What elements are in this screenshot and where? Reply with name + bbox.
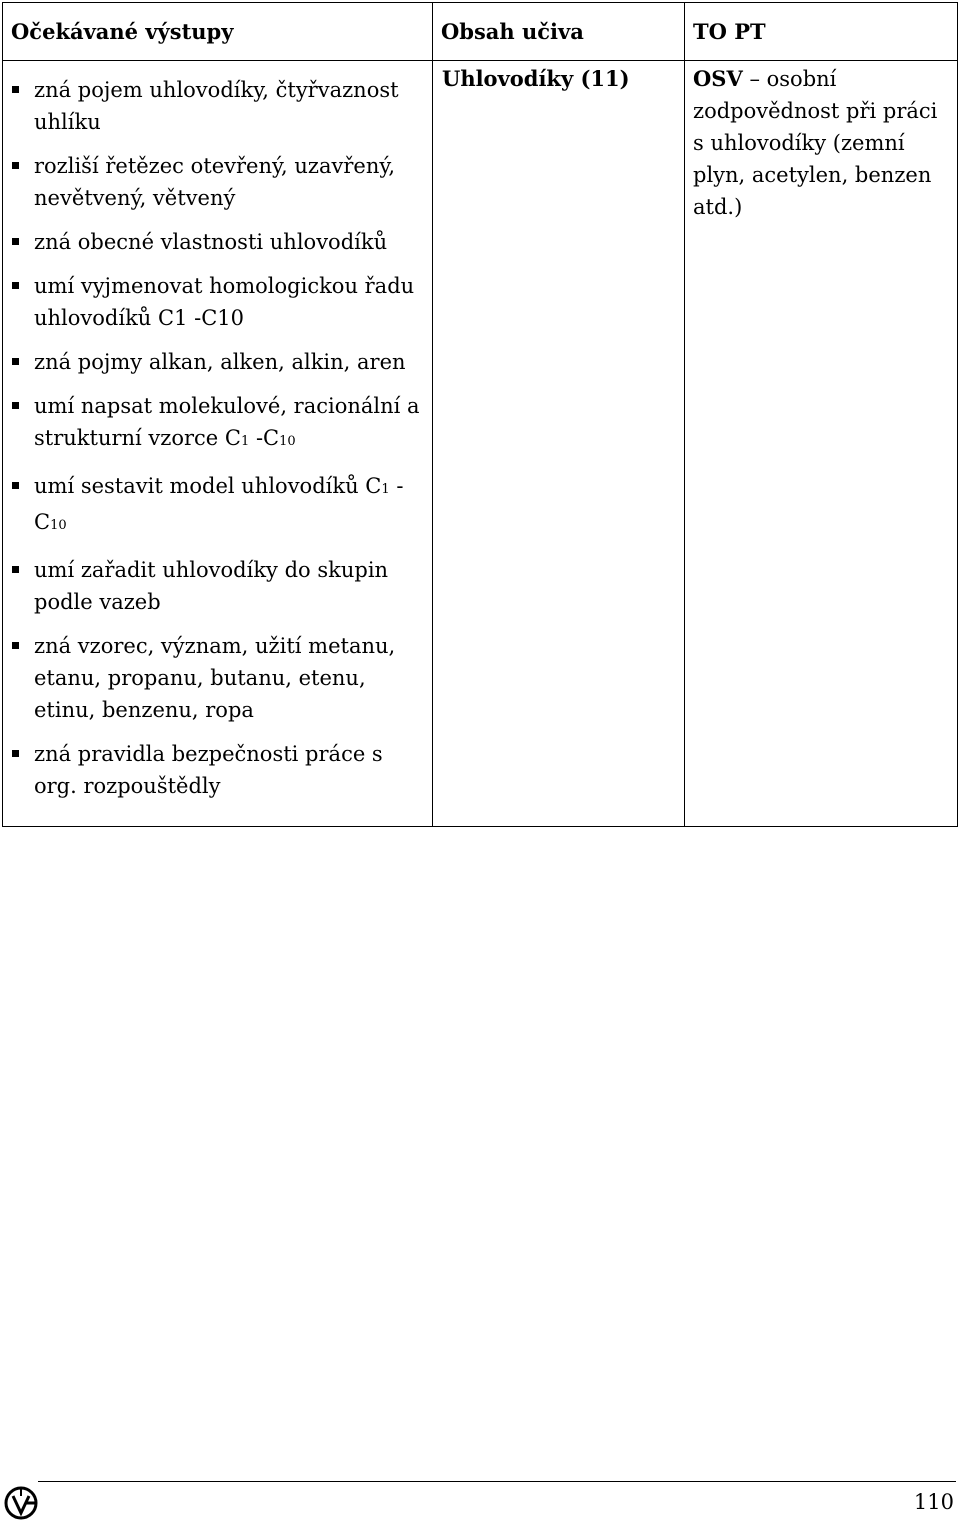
square-bullet-icon bbox=[12, 282, 19, 289]
header-row bbox=[3, 3, 958, 61]
footer-divider bbox=[38, 1481, 956, 1482]
square-bullet-icon bbox=[12, 750, 19, 757]
formula-separator: - bbox=[389, 474, 404, 498]
outcome-text: umí napsat molekulové, racionální a strukturní vzorce bbox=[34, 394, 420, 450]
list-item bbox=[11, 270, 428, 334]
outcome-text: rozliší řetězec otevřený, uzavřený, nevětvený, větvený bbox=[34, 154, 396, 210]
curriculum-table bbox=[2, 2, 958, 827]
square-bullet-icon bbox=[12, 482, 19, 489]
formula-subscript: 1 bbox=[381, 482, 390, 497]
formula-c: C bbox=[263, 426, 280, 450]
formula-subscript: 10 bbox=[279, 434, 296, 449]
body-row bbox=[3, 61, 958, 827]
formula-c: C bbox=[34, 510, 51, 534]
list-item bbox=[11, 390, 428, 458]
outcome-text: zná obecné vlastnosti uhlovodíků bbox=[34, 230, 388, 254]
content-cell bbox=[433, 61, 685, 827]
outcome-text: umí zařadit uhlovodíky do skupin podle vazeb bbox=[34, 558, 389, 614]
topic-text: osobní zodpovědnost při práci s uhlovodíky (zemní plyn, acetylen, benzen atd.) bbox=[693, 67, 938, 219]
list-item bbox=[11, 470, 428, 542]
square-bullet-icon bbox=[12, 162, 19, 169]
list-item bbox=[11, 226, 428, 258]
outcome-text: zná pojem uhlovodíky, čtyřvaznost uhlíku bbox=[34, 78, 399, 134]
topic-dash: – bbox=[742, 67, 767, 91]
list-item bbox=[11, 738, 428, 802]
square-bullet-icon bbox=[12, 238, 19, 245]
formula-separator: - bbox=[249, 426, 264, 450]
page-number: 110 bbox=[913, 1490, 954, 1514]
outcomes-list bbox=[11, 74, 428, 802]
square-bullet-icon bbox=[12, 358, 19, 365]
square-bullet-icon bbox=[12, 402, 19, 409]
school-logo-icon bbox=[2, 1484, 40, 1522]
list-item bbox=[11, 74, 428, 138]
square-bullet-icon bbox=[12, 642, 19, 649]
list-item bbox=[11, 630, 428, 726]
formula-c: C bbox=[365, 474, 382, 498]
formula-subscript: 1 bbox=[240, 434, 250, 449]
topic-abbreviation: OSV bbox=[693, 66, 743, 91]
outcome-text: zná vzorec, význam, užití metanu, etanu, propanu, butanu, etenu, etinu, benzenu, ropa bbox=[34, 634, 396, 722]
outcome-text: umí vyjmenovat homologickou řadu uhlovodíků C1 -C10 bbox=[34, 274, 415, 330]
outcome-text: umí sestavit model uhlovodíků bbox=[34, 474, 366, 498]
list-item bbox=[11, 554, 428, 618]
square-bullet-icon bbox=[12, 566, 19, 573]
header-topics: TO PT bbox=[685, 3, 958, 61]
header-content: Obsah učiva bbox=[433, 3, 685, 61]
outcomes-cell bbox=[3, 61, 433, 827]
content-topic: Uhlovodíky (11) bbox=[442, 66, 630, 91]
formula-c: C bbox=[224, 426, 241, 450]
header-outcomes: Očekávané výstupy bbox=[3, 3, 433, 61]
list-item bbox=[11, 150, 428, 214]
formula-subscript: 10 bbox=[50, 518, 67, 533]
outcome-text: zná pojmy alkan, alken, alkin, aren bbox=[34, 350, 406, 374]
square-bullet-icon bbox=[12, 86, 19, 93]
list-item bbox=[11, 346, 428, 378]
topics-cell bbox=[685, 61, 958, 827]
outcome-text: zná pravidla bezpečnosti práce s org. rozpouštědly bbox=[34, 742, 383, 798]
